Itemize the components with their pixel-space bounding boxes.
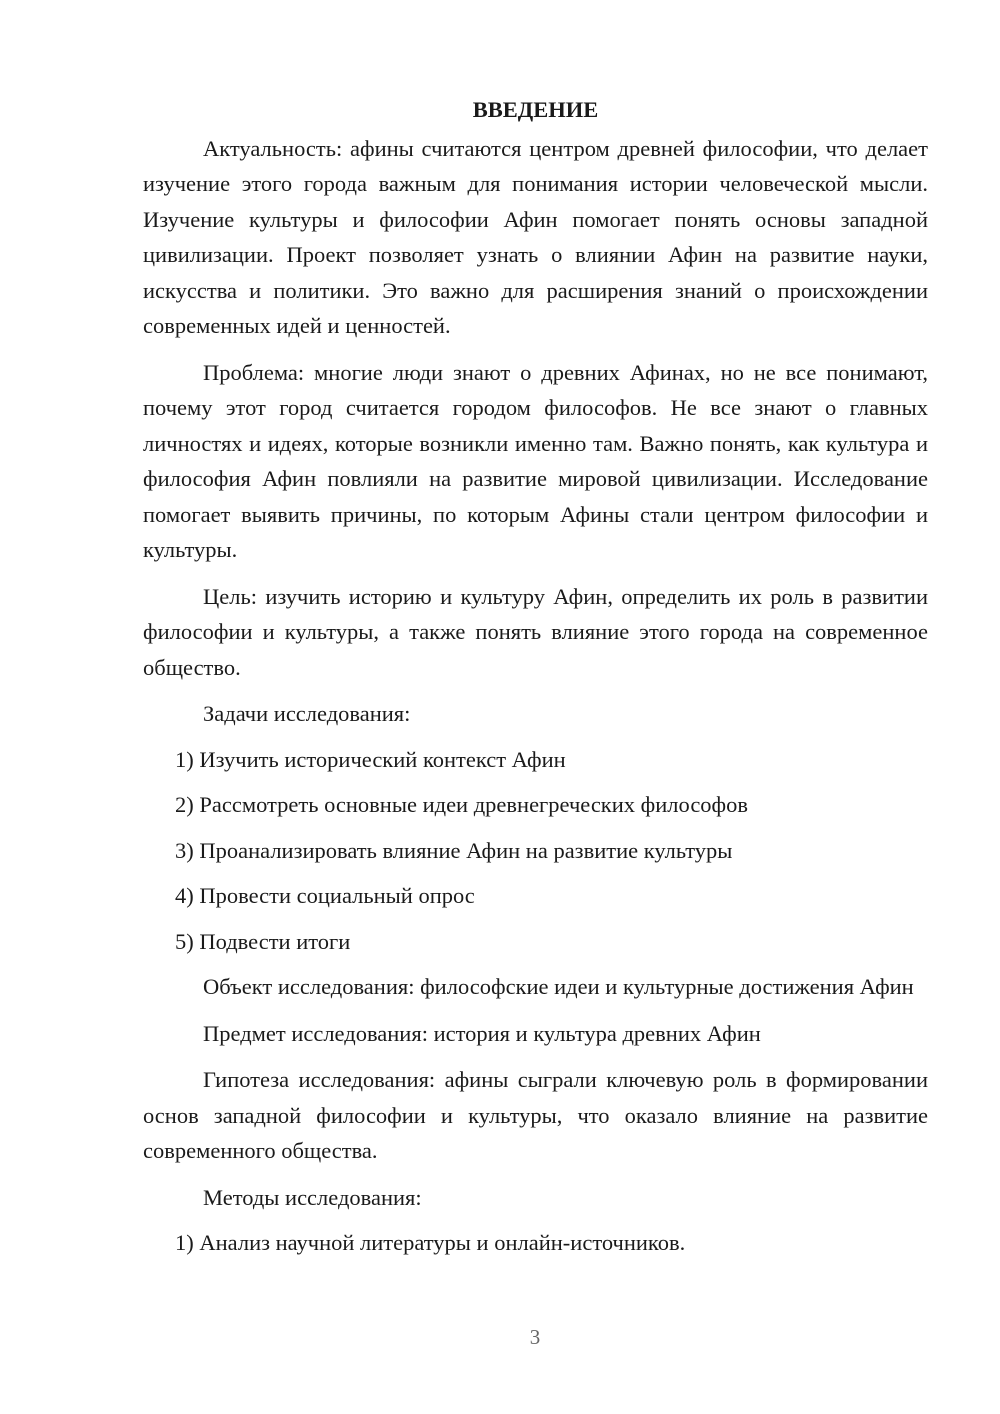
tasks-list <box>143 742 928 960</box>
object-paragraph: Объект исследования: философские идеи и культурные достижения Афин <box>203 974 914 999</box>
document-page <box>143 92 928 1271</box>
methods-heading: Методы исследования: <box>203 1184 422 1210</box>
methods-list <box>143 1225 928 1261</box>
page-number: 3 <box>529 1325 541 1349</box>
tasks-heading: Задачи исследования: <box>203 701 411 726</box>
hypothesis-paragraph: Гипотеза исследования: афины сыграли ключевую роль в формировании основ западной философии и культуры, что оказало влияние на развитие современного общества. <box>143 1067 928 1163</box>
page-title: ВВЕДЕНИЕ <box>472 97 599 122</box>
list-item: 1) Изучить исторический контекст Афин <box>175 746 566 772</box>
list-item: 3) Проанализировать влияние Афин на развитие культуры <box>175 837 733 863</box>
subject-paragraph: Предмет исследования: история и культура древних Афин <box>203 1020 761 1046</box>
list-item: 5) Подвести итоги <box>175 928 351 954</box>
problem-paragraph: Проблема: многие люди знают о древних Афинах, но не все понимают, почему этот город считается городом философов. Не все знают о главных личностях и идеях, которые возникли именно там. Важно понять, как культура и философия Афин повлияли на развитие мировой цивилизации. Исследование помогает выявить причины, по которым Афины стали центром философии и культуры. <box>143 359 928 562</box>
list-item: 1) Анализ научной литературы и онлайн-источников. <box>175 1230 686 1255</box>
relevance-paragraph: Актуальность: афины считаются центром древней философии, что делает изучение этого города важным для понимания истории человеческой мысли. Изучение культуры и философии Афин помогает понять основы западной цивилизации. Проект позволяет узнать о влиянии Афин на развитие науки, искусства и политики. Это важно для расширения знаний о происхождении современных идей и ценностей. <box>143 135 928 338</box>
goal-paragraph: Цель: изучить историю и культуру Афин, определить их роль в развитии философии и культуры, а также понять влияние этого города на современное общество. <box>143 583 928 680</box>
list-item: 2) Рассмотреть основные идеи древнегреческих философов <box>175 792 749 817</box>
list-item: 4) Провести социальный опрос <box>175 883 475 908</box>
